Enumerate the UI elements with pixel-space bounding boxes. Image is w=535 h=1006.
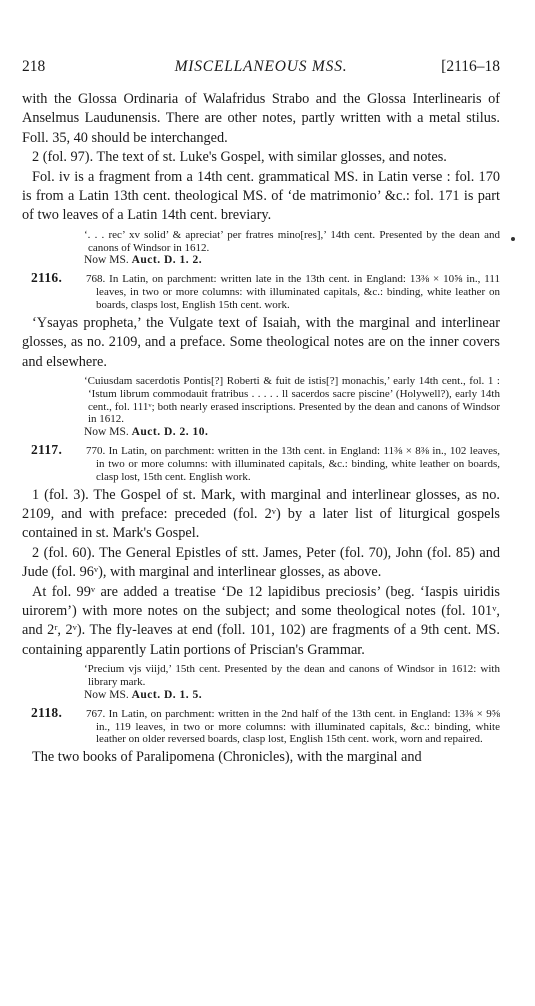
shelfmark-prefix: Now MS. <box>84 688 129 701</box>
entry-number: 2117. <box>31 442 63 458</box>
catalogue-entry-2116 <box>22 270 500 312</box>
margin-dot <box>511 237 515 241</box>
shelfmark-prefix: Now MS. <box>84 254 129 267</box>
body-paragraph: At fol. 99ᵛ are added a treatise ‘De 12 lapidibus preciosis’ (beg. ‘Iaspis uiridis uirorem’) with more notes on the subject; and some theological notes (fol. 101ᵛ, and 2ʳ, 2ᵛ). The fly-leaves at end (foll. 101, 102) are fragments of a 9th cent. MS. containing apparently Latin portions of Priscian's Grammar. <box>22 583 500 658</box>
page-number: 218 <box>22 58 46 75</box>
body-paragraph: 1 (fol. 3). The Gospel of st. Mark, with marginal and interlinear glosses, as no. 2109, and with preface: preceded (fol. 2ᵛ) by a later list of liturgical gospels contained in st. Mark's Gospel. <box>22 486 500 542</box>
body-paragraph: Fol. iv is a fragment from a 14th cent. grammatical MS. in Latin verse : fol. 170 is from a Latin 13th cent. theological MS. of ‘de matrimonio’ &c.: fol. 171 is part of two leaves of a Latin 14th cent. breviary. <box>22 168 500 224</box>
catalogue-entry-2118 <box>22 704 500 746</box>
shelfmark-number: Auct. D. 1. 2. <box>131 254 203 267</box>
entry-number: 2116. <box>31 270 63 286</box>
body-paragraph: with the Glossa Ordinaria of Walafridus Strabo and the Glossa Interlinearis of Anselmus Laudunensis. There are other notes, partly written with a metal stilus. Foll. 35, 40 should be interchanged. <box>22 91 500 146</box>
shelfmark-number: Auct. D. 2. 10. <box>131 426 209 439</box>
entry-number: 2118. <box>31 704 63 720</box>
body-paragraph: 2 (fol. 60). The General Epistles of stt. James, Peter (fol. 70), John (fol. 85) and Jude (fol. 96ᵛ), with marginal and interlinear glosses, as above. <box>22 544 500 581</box>
body-paragraph: The two books of Paralipomena (Chronicles), with the marginal and <box>32 749 422 766</box>
shelfmark-prefix: Now MS. <box>84 426 129 439</box>
shelfmark-number: Auct. D. 1. 5. <box>131 688 203 701</box>
entry-description: 768. In Latin, on parchment: written late in the 13th cent. in England: 13⅜ × 10⅝ in., 111 leaves, in two or more columns: with illuminated capitals, &c.: binding, white leather on boards, clasps lost, English 15th cent. work. <box>86 273 500 312</box>
entry-description: 767. In Latin, on parchment: written in the 2nd half of the 13th cent. in England: 13⅜ × 9⅝ in., 119 leaves, in two or more columns: with illuminated capitals, &c.: binding, white leather on older reversed boards, clasp lost, English 15th cent. work, worn and repaired. <box>86 707 500 746</box>
page-body <box>22 90 500 768</box>
running-title: MISCELLANEOUS MSS. <box>174 58 348 75</box>
entry-range: [2116–18 <box>441 58 500 75</box>
catalogue-entry-2117 <box>22 442 500 483</box>
running-header <box>22 58 500 80</box>
entry-description: 770. In Latin, on parchment: written in the 13th cent. in England: 11⅜ × 8⅜ in., 102 leaves, in two or more columns: with illuminated capitals, &c.: binding, white leather on boards, clasp lost, 15th cent. English work. <box>86 445 500 483</box>
shelfmark <box>22 689 500 702</box>
shelfmark <box>22 426 500 439</box>
body-paragraph: ‘Ysayas propheta,’ the Vulgate text of Isaiah, with the marginal and interlinear glosses, as no. 2109, and a preface. Some theological notes are on the inner covers and elsewhere. <box>22 314 500 370</box>
body-paragraph: 2 (fol. 97). The text of st. Luke's Gospel, with similar glosses, and notes. <box>32 149 447 166</box>
shelfmark <box>22 254 500 267</box>
provenance-note: ‘. . . rec’ xv solid’ & apreciat’ per fratres mino[res],’ 14th cent. Presented by the dean and canons of Windsor in 1612. <box>84 228 500 254</box>
provenance-note: ‘Precium vjs viijd,’ 15th cent. Presented by the dean and canons of Windsor in 1612: with library mark. <box>84 663 500 689</box>
provenance-note: ‘Cuiusdam sacerdotis Pontis[?] Roberti & fuit de istis[?] monachis,’ early 14th cent., fol. 1 : ‘Istum librum commodauit fratribus . . . . . ll sacerdos sacre piscine’ (Holywell?), early 14th cent., fol. 111ᵛ; both nearly erased inscriptions. Presented by the dean and canons of Windsor in 1612. <box>84 375 500 426</box>
